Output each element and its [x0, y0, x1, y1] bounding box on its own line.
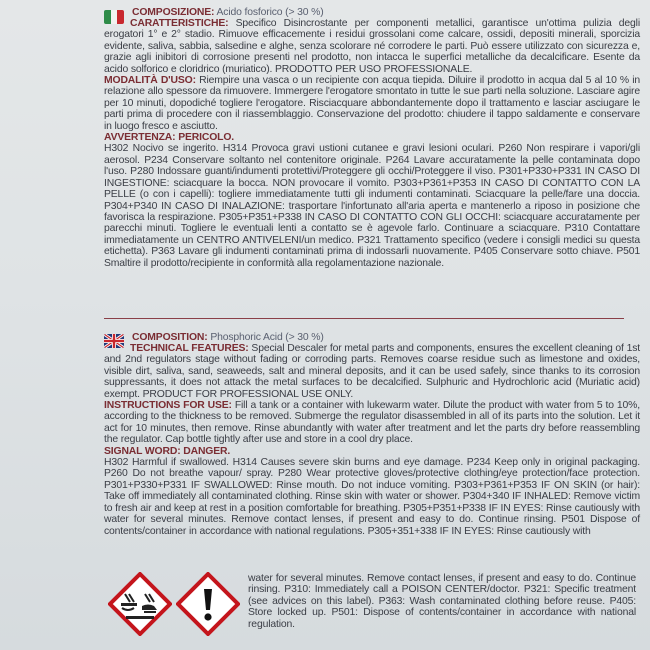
composition-label: COMPOSIZIONE: — [132, 7, 215, 18]
usage-label: INSTRUCTIONS FOR USE: — [104, 400, 232, 412]
features-label: CARATTERISTICHE: — [130, 18, 229, 29]
composition-label: COMPOSITION: — [132, 332, 208, 343]
features-label: TECHNICAL FEATURES: — [130, 343, 249, 354]
italian-warning-paragraph — [104, 143, 640, 268]
hazard-text-top: H302 Harmful if swallowed. H314 Causes severe skin burns and eye damage. P234 Keep only in original packaging. P260 Do not breathe vapour/ spray. P280 Wear protective gloves/protective clothing/eye protection/face protection. P301+P330+P331 IF SWALLOWED: Rinse mouth. Do not induce vomiting. P303+P361+P353 IF ON SKIN (or hair): Take off immediately all contaminated clothing. Rinse skin with water or shower. P304+340 IF INHALED: Remove victim to fresh air and keep at rest in a position comfortable for breathing. P305+P351+P338 IF IN EYES: Rinse cautiously with water for several minutes. Remove contact lenses, if present and easy to do. Continue rinsing. P501 Dispose of contents/container in accordance with national regulations. P305+351+338 IF IN EYES: Rinse cautiously with — [104, 457, 640, 537]
corrosive-pictogram-icon — [108, 572, 172, 636]
english-composition-line — [132, 332, 632, 343]
features-text: Special Descaler for metal parts and components, ensures the excellent cleaning of 1st and 2nd regulators stage without fading or corroding parts. Removes coarse residue such as limestone and oxides, visible dirt, saliva, sand, seaweeds, salt and mineral deposits, and it can be used safely, since thanks to its corrosion suppressants, it does not attack the metal surfaces to be decalcified. Sulphuric and Hydrochloric acid (Muriatic acid) exempt. PRODUCT FOR PROFESSIONAL USE ONLY. — [104, 343, 640, 400]
usage-text: Fill a tank or a container with lukewarm water. Dilute the product with water from 5 to 10%, according to the thickness to be removed. Submerge the regulator disassembled in all of its parts into the solution. Let it act for 10 minutes, then remove. Rinse abundantly with water after treatment and let the parts dry before reassembling the regulator. Cap bottle tightly after use and store in a cool dry place. — [104, 400, 640, 446]
english-hazard-side — [248, 573, 636, 630]
italian-body — [104, 18, 640, 269]
english-usage-paragraph — [104, 400, 640, 446]
english-hazard-paragraph — [104, 457, 640, 537]
usage-label: MODALITÀ D'USO: — [104, 75, 196, 87]
italian-usage-paragraph — [104, 75, 640, 132]
english-signal-heading — [104, 446, 640, 457]
composition-value: Phosphoric Acid (> 30 %) — [210, 332, 324, 343]
composition-value: Acido fosforico (> 30 %) — [216, 7, 324, 18]
warning-text: H302 Nocivo se ingerito. H314 Provoca gravi ustioni cutanee e gravi lesioni oculari. P260 Non respirare i vapori/gli aerosol. P234 Conservare soltanto nel contenitore originale. P264 Lavare accuratamente la pelle contaminata dopo l'uso. P280 Indossare guanti/indumenti protettivi/Proteggere gli occhi/Proteggere il viso. P301+P330+P331 IN CASO DI INGESTIONE: sciacquare la bocca. NON provocare il vomito. P303+P361+P353 IN CASO DI CONTATTO CON LA PELLE (o con i capelli): togliere immediatamente tutti gli indumenti contaminati. Sciacquare la pelle/fare una doccia. P304+P340 IN CASO DI INALAZIONE: trasportare l'infortunato all'aria aperta e mantenerlo a riposo in posizione che favorisca la respirazione. P305+P351+P338 IN CASO DI CONTATTO CON GLI OCCHI: sciacquare accuratamente per parecchi minuti. Togliere le eventuali lenti a contatto se è agevole farlo. Continuare a sciacquare. P310 Contattare immediatamente un CENTRO ANTIVELENI/un medico. P321 Trattamento specifico (vedere i consigli medici su questa etichetta). P363 Lavare gli indumenti contaminati prima di indossarli nuovamente. P405 Conservare sotto chiave. P501 Smaltire il prodotto/recipiente in conformità alla regolamentazione nazionale. — [104, 143, 640, 269]
signal-label: SIGNAL WORD: DANGER. — [104, 445, 231, 457]
italian-warning-heading — [104, 132, 640, 143]
italian-composition-line — [132, 7, 632, 18]
hazard-text-side: water for several minutes. Remove contact lenses, if present and easy to do. Continue rinsing. P310: Immediately call a POISON CENTER/doctor. P321: Specific treatment (see advices on this label). P363: Wash contaminated clothing before reuse. P405: Store locked up. P501: Dispose of contents/container in accordance with national regulation. — [248, 573, 636, 630]
english-body — [104, 343, 640, 537]
usage-text: Riempire una vasca o un recipiente con acqua tiepida. Diluire il prodotto in acqua dal 5 al 10 % in relazione allo spessore da rimuovere. Immergere l'erogatore smontato in tutte le sue parti nella soluzione. Lasciare agire per 10 minuti, dopodiché togliere l'erogatore. Risciacquare abbondantemente dopo il trattamento e lasciar asciugare le parti prima di procedere con il riassemblaggio. Conservazione del prodotto: chiudere il tappo saldamente e conservare in luogo fresco e asciutto. — [104, 75, 641, 132]
warning-label: AVVERTENZA: PERICOLO. — [104, 132, 235, 144]
section-divider — [104, 318, 624, 319]
italian-features-paragraph — [104, 18, 640, 75]
english-features-paragraph — [104, 343, 640, 400]
exclamation-pictogram-icon — [176, 572, 240, 636]
features-text: Specifico Disincrostante per componenti metallici, garantisce un'ottima pulizia degli erogatori 1° e 2° stadio. Rimuove efficacemente i residui grossolani come calcare, ossidi, depositi minerali, sporcizia evidente, saliva, sabbia, salsedine e alghe, senza scolorare né corrodere le parti. Può essere utilizzato con sicurezza e, grazie agli inibitori di corrosione presenti nel prodotto, non intacca le superfici metalliche da decalcificare. Esente da acido solforico e cloridrico (muriatico). PRODOTTO PER USO PROFESSIONALE. — [104, 18, 640, 75]
